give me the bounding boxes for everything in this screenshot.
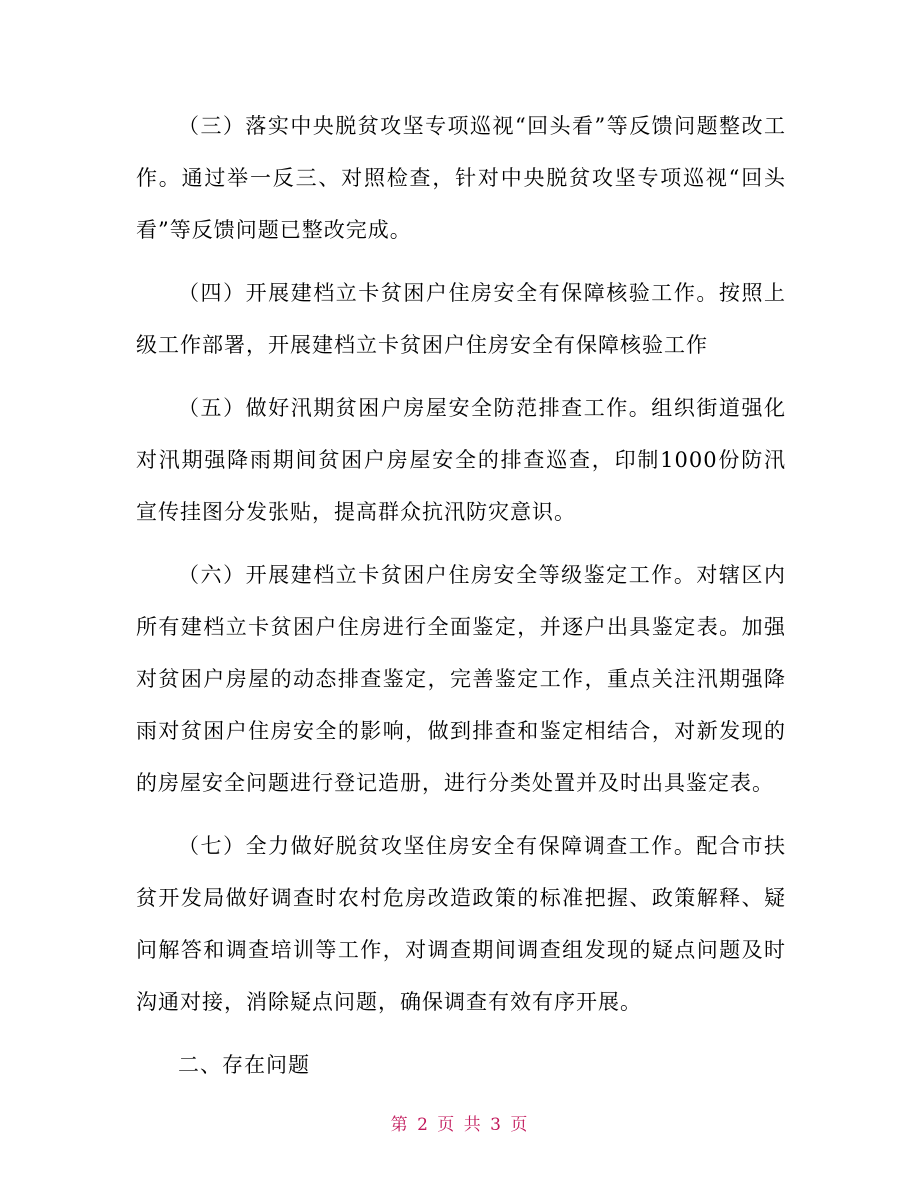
section-heading: 二、存在问题	[178, 1053, 310, 1077]
paragraph-4: （四）开展建档立卡贫困户住房安全有保障核验工作。按照上级工作部署，开展建档立卡贫困户住房安全有保障核验工作	[136, 281, 786, 357]
paragraph-5: （五）做好汛期贫困户房屋安全防范排查工作。组织街道强化对汛期强降雨期间贫困户房屋安全的排查巡查，印制1000份防汛宣传挂图分发张贴，提高群众抗汛防灾意识。	[136, 396, 786, 524]
paragraph-7: （七）全力做好脱贫攻坚住房安全有保障调查工作。配合市扶贫开发局做好调查时农村危房改造政策的标准把握、政策解释、疑问解答和调查培训等工作，对调查期间调查组发现的疑点问题及时沟通对接，消除疑点问题，确保调查有效有序开展。	[136, 834, 786, 1014]
document-body	[136, 100, 786, 1091]
paragraph-3: （三）落实中央脱贫攻坚专项巡视“回头看”等反馈问题整改工作。通过举一反三、对照检查，针对中央脱贫攻坚专项巡视“回头看”等反馈问题已整改完成。	[136, 114, 786, 242]
paragraph-6: （六）开展建档立卡贫困户住房安全等级鉴定工作。对辖区内所有建档立卡贫困户住房进行全面鉴定，并逐户出具鉴定表。加强对贫困户房屋的动态排查鉴定，完善鉴定工作，重点关注汛期强降雨对贫困户住房安全的影响，做到排查和鉴定相结合，对新发现的的房屋安全问题进行登记造册，进行分类处置并及时出具鉴定表。	[136, 563, 786, 795]
page-number-footer: 第 2 页 共 3 页	[390, 1115, 530, 1135]
